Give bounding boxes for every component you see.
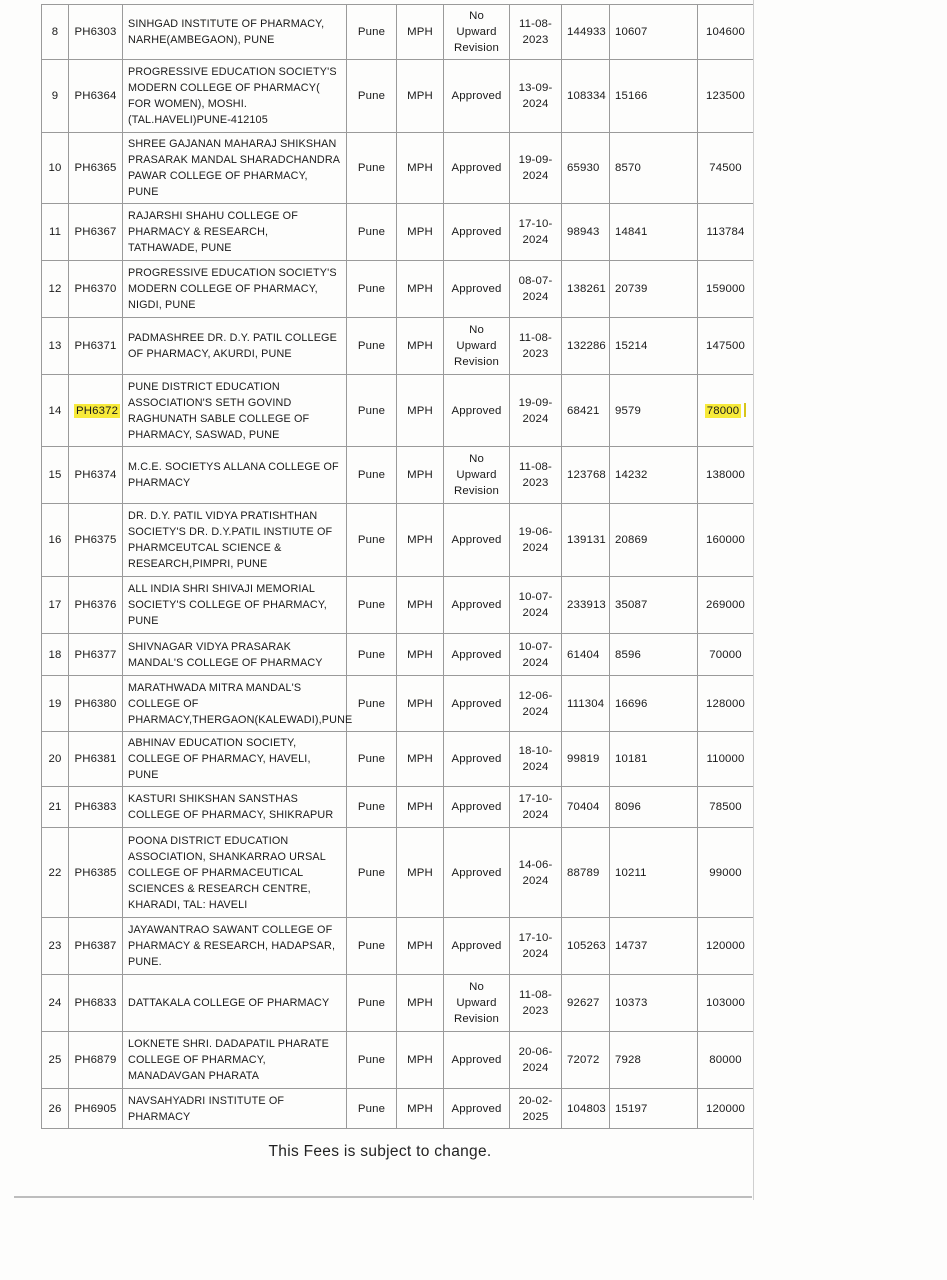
fee-table xyxy=(41,4,754,1129)
cell-fee: 147500 xyxy=(698,318,754,375)
cell-course: MPH xyxy=(397,204,444,261)
table-row xyxy=(42,634,754,676)
cell-amount-1: 70404 xyxy=(562,787,610,828)
cell-date: 20-02-2025 xyxy=(510,1089,562,1129)
cell-city: Pune xyxy=(347,732,397,787)
cell-sr: 22 xyxy=(42,828,69,918)
cell-college-name: NAVSAHYADRI INSTITUTE OF PHARMACY xyxy=(123,1089,347,1129)
cell-status: Approved xyxy=(444,375,510,447)
cell-city: Pune xyxy=(347,318,397,375)
cell-status: Approved xyxy=(444,1032,510,1089)
cell-course: MPH xyxy=(397,828,444,918)
cell-college-name: LOKNETE SHRI. DADAPATIL PHARATE COLLEGE OF PHARMACY, MANADAVGAN PHARATA xyxy=(123,1032,347,1089)
cell-date: 11-08-2023 xyxy=(510,447,562,504)
cell-college-code: PH6376 xyxy=(69,577,123,634)
cell-sr: 11 xyxy=(42,204,69,261)
cell-sr: 19 xyxy=(42,676,69,732)
cell-amount-2: 16696 xyxy=(610,676,698,732)
cell-amount-2: 10607 xyxy=(610,5,698,60)
cell-course: MPH xyxy=(397,918,444,975)
cell-status: Approved xyxy=(444,504,510,577)
cell-college-code: PH6371 xyxy=(69,318,123,375)
cell-date: 20-06-2024 xyxy=(510,1032,562,1089)
cell-status: Approved xyxy=(444,676,510,732)
cell-college-name: DATTAKALA COLLEGE OF PHARMACY xyxy=(123,975,347,1032)
cell-amount-2: 10211 xyxy=(610,828,698,918)
cell-date: 11-08-2023 xyxy=(510,975,562,1032)
cell-amount-2: 9579 xyxy=(610,375,698,447)
cell-status: Approved xyxy=(444,261,510,318)
cell-college-code: PH6367 xyxy=(69,204,123,261)
table-row xyxy=(42,577,754,634)
table-row xyxy=(42,676,754,732)
cell-amount-1: 108334 xyxy=(562,60,610,133)
cell-college-code: PH6905 xyxy=(69,1089,123,1129)
cell-status: Approved xyxy=(444,577,510,634)
table-row xyxy=(42,1032,754,1089)
table-row xyxy=(42,60,754,133)
cell-college-name: PROGRESSIVE EDUCATION SOCIETY'S MODERN COLLEGE OF PHARMACY, NIGDI, PUNE xyxy=(123,261,347,318)
cell-amount-1: 123768 xyxy=(562,447,610,504)
cell-amount-1: 72072 xyxy=(562,1032,610,1089)
cell-city: Pune xyxy=(347,204,397,261)
cell-college-name: M.C.E. SOCIETYS ALLANA COLLEGE OF PHARMACY xyxy=(123,447,347,504)
cell-sr: 23 xyxy=(42,918,69,975)
cell-fee: 120000 xyxy=(698,918,754,975)
cell-course: MPH xyxy=(397,577,444,634)
fees-footnote: This Fees is subject to change. xyxy=(268,1143,492,1160)
cell-sr: 12 xyxy=(42,261,69,318)
cell-amount-2: 20739 xyxy=(610,261,698,318)
cell-city: Pune xyxy=(347,1089,397,1129)
cell-date: 14-06-2024 xyxy=(510,828,562,918)
cell-course: MPH xyxy=(397,1089,444,1129)
cell-fee: 110000 xyxy=(698,732,754,787)
table-row xyxy=(42,204,754,261)
cell-college-code: PH6374 xyxy=(69,447,123,504)
table-row xyxy=(42,1089,754,1129)
cell-status: No Upward Revision xyxy=(444,447,510,504)
table-row xyxy=(42,261,754,318)
cell-fee: 160000 xyxy=(698,504,754,577)
cell-college-code: PH6385 xyxy=(69,828,123,918)
table-row xyxy=(42,318,754,375)
cell-amount-1: 92627 xyxy=(562,975,610,1032)
cell-sr: 20 xyxy=(42,732,69,787)
table-row xyxy=(42,787,754,828)
cell-fee: 123500 xyxy=(698,60,754,133)
cell-fee: 128000 xyxy=(698,676,754,732)
table-row xyxy=(42,918,754,975)
cell-amount-2: 8596 xyxy=(610,634,698,676)
cell-amount-1: 68421 xyxy=(562,375,610,447)
cell-college-code: PH6303 xyxy=(69,5,123,60)
cell-sr: 25 xyxy=(42,1032,69,1089)
cell-amount-2: 8570 xyxy=(610,133,698,204)
cell-sr: 8 xyxy=(42,5,69,60)
cell-date: 08-07-2024 xyxy=(510,261,562,318)
cell-fee: 159000 xyxy=(698,261,754,318)
cell-course: MPH xyxy=(397,318,444,375)
cell-college-name: POONA DISTRICT EDUCATION ASSOCIATION, SHANKARRAO URSAL COLLEGE OF PHARMACEUTICAL SCIENCES & RESEARCH CENTRE, KHARADI, TAL: HAVELI xyxy=(123,828,347,918)
cell-date: 11-08-2023 xyxy=(510,318,562,375)
cell-sr: 10 xyxy=(42,133,69,204)
cell-college-name: SHREE GAJANAN MAHARAJ SHIKSHAN PRASARAK MANDAL SHARADCHANDRA PAWAR COLLEGE OF PHARMACY, PUNE xyxy=(123,133,347,204)
cell-city: Pune xyxy=(347,375,397,447)
cell-status: Approved xyxy=(444,732,510,787)
cell-fee: 104600 xyxy=(698,5,754,60)
cell-date: 19-09-2024 xyxy=(510,375,562,447)
cell-college-code: PH6380 xyxy=(69,676,123,732)
cell-amount-2: 7928 xyxy=(610,1032,698,1089)
cell-status: Approved xyxy=(444,634,510,676)
cell-city: Pune xyxy=(347,261,397,318)
cell-fee: 74500 xyxy=(698,133,754,204)
cell-status: No Upward Revision xyxy=(444,318,510,375)
cell-sr: 15 xyxy=(42,447,69,504)
cell-amount-2: 20869 xyxy=(610,504,698,577)
cell-amount-2: 8096 xyxy=(610,787,698,828)
cell-amount-1: 98943 xyxy=(562,204,610,261)
cell-amount-2: 15214 xyxy=(610,318,698,375)
cell-date: 18-10-2024 xyxy=(510,732,562,787)
cell-fee xyxy=(698,375,754,447)
cell-fee: 269000 xyxy=(698,577,754,634)
cell-college-code: PH6833 xyxy=(69,975,123,1032)
cell-course: MPH xyxy=(397,447,444,504)
cell-amount-1: 233913 xyxy=(562,577,610,634)
cell-sr: 13 xyxy=(42,318,69,375)
cell-amount-2: 10373 xyxy=(610,975,698,1032)
cell-amount-1: 139131 xyxy=(562,504,610,577)
table-row xyxy=(42,828,754,918)
cell-city: Pune xyxy=(347,828,397,918)
cell-date: 19-09-2024 xyxy=(510,133,562,204)
cell-sr: 16 xyxy=(42,504,69,577)
cell-city: Pune xyxy=(347,133,397,204)
cell-amount-2: 14232 xyxy=(610,447,698,504)
cell-college-name: PADMASHREE DR. D.Y. PATIL COLLEGE OF PHARMACY, AKURDI, PUNE xyxy=(123,318,347,375)
fee-table-body xyxy=(42,5,754,1129)
cell-course: MPH xyxy=(397,732,444,787)
cell-college-code: PH6879 xyxy=(69,1032,123,1089)
cell-sr: 9 xyxy=(42,60,69,133)
cell-fee: 70000 xyxy=(698,634,754,676)
cell-college-name: JAYAWANTRAO SAWANT COLLEGE OF PHARMACY & RESEARCH, HADAPSAR, PUNE. xyxy=(123,918,347,975)
cell-date: 11-08-2023 xyxy=(510,5,562,60)
cell-college-code: PH6387 xyxy=(69,918,123,975)
cell-college-code: PH6370 xyxy=(69,261,123,318)
cell-date: 12-06-2024 xyxy=(510,676,562,732)
cell-college-name: SHIVNAGAR VIDYA PRASARAK MANDAL'S COLLEGE OF PHARMACY xyxy=(123,634,347,676)
cell-city: Pune xyxy=(347,1032,397,1089)
cell-course: MPH xyxy=(397,261,444,318)
cell-city: Pune xyxy=(347,577,397,634)
cell-city: Pune xyxy=(347,676,397,732)
cell-college-name: MARATHWADA MITRA MANDAL'S COLLEGE OF PHARMACY,THERGAON(KALEWADI),PUNE xyxy=(123,676,347,732)
table-row xyxy=(42,504,754,577)
cell-sr: 14 xyxy=(42,375,69,447)
table-row xyxy=(42,732,754,787)
cell-course: MPH xyxy=(397,787,444,828)
cell-city: Pune xyxy=(347,634,397,676)
cell-date: 17-10-2024 xyxy=(510,204,562,261)
cell-college-name: DR. D.Y. PATIL VIDYA PRATISHTHAN SOCIETY'S DR. D.Y.PATIL INSTIUTE OF PHARMCEUTCAL SCIENCE & RESEARCH,PIMPRI, PUNE xyxy=(123,504,347,577)
cell-course: MPH xyxy=(397,676,444,732)
cell-fee: 80000 xyxy=(698,1032,754,1089)
cell-course: MPH xyxy=(397,133,444,204)
cell-amount-1: 132286 xyxy=(562,318,610,375)
cell-fee: 120000 xyxy=(698,1089,754,1129)
cell-amount-2: 10181 xyxy=(610,732,698,787)
cell-amount-1: 88789 xyxy=(562,828,610,918)
cell-status: Approved xyxy=(444,1089,510,1129)
cell-amount-2: 15197 xyxy=(610,1089,698,1129)
cell-sr: 21 xyxy=(42,787,69,828)
table-row xyxy=(42,5,754,60)
cell-status: No Upward Revision xyxy=(444,975,510,1032)
cell-college-name: PROGRESSIVE EDUCATION SOCIETY'S MODERN COLLEGE OF PHARMACY( FOR WOMEN), MOSHI.(TAL.HAVELI)PUNE-412105 xyxy=(123,60,347,133)
cell-amount-1: 138261 xyxy=(562,261,610,318)
highlighted-fee: 78000 xyxy=(706,404,740,417)
cell-fee: 103000 xyxy=(698,975,754,1032)
cell-date: 17-10-2024 xyxy=(510,787,562,828)
cell-amount-1: 111304 xyxy=(562,676,610,732)
cell-amount-1: 105263 xyxy=(562,918,610,975)
cell-amount-1: 99819 xyxy=(562,732,610,787)
cell-college-code: PH6383 xyxy=(69,787,123,828)
cell-status: No Upward Revision xyxy=(444,5,510,60)
cell-college-name: KASTURI SHIKSHAN SANSTHAS COLLEGE OF PHARMACY, SHIKRAPUR xyxy=(123,787,347,828)
cell-college-name: SINHGAD INSTITUTE OF PHARMACY, NARHE(AMBEGAON), PUNE xyxy=(123,5,347,60)
cell-college-code: PH6381 xyxy=(69,732,123,787)
cell-sr: 18 xyxy=(42,634,69,676)
cell-date: 10-07-2024 xyxy=(510,577,562,634)
cell-status: Approved xyxy=(444,133,510,204)
cell-status: Approved xyxy=(444,918,510,975)
cell-college-code: PH6365 xyxy=(69,133,123,204)
cell-fee: 113784 xyxy=(698,204,754,261)
cell-city: Pune xyxy=(347,447,397,504)
cell-course: MPH xyxy=(397,504,444,577)
cell-amount-1: 61404 xyxy=(562,634,610,676)
cell-college-name: ALL INDIA SHRI SHIVAJI MEMORIAL SOCIETY'S COLLEGE OF PHARMACY, PUNE xyxy=(123,577,347,634)
cell-course: MPH xyxy=(397,1032,444,1089)
cell-city: Pune xyxy=(347,975,397,1032)
cell-college-name: ABHINAV EDUCATION SOCIETY, COLLEGE OF PHARMACY, HAVELI, PUNE xyxy=(123,732,347,787)
highlighted-code: PH6372 xyxy=(76,404,119,417)
cell-amount-2: 14737 xyxy=(610,918,698,975)
cell-fee: 78500 xyxy=(698,787,754,828)
cell-city: Pune xyxy=(347,5,397,60)
cell-college-code: PH6375 xyxy=(69,504,123,577)
cell-fee: 99000 xyxy=(698,828,754,918)
cell-status: Approved xyxy=(444,204,510,261)
cell-fee: 138000 xyxy=(698,447,754,504)
highlighter-mark xyxy=(744,403,746,417)
cell-college-name: PUNE DISTRICT EDUCATION ASSOCIATION'S SETH GOVIND RAGHUNATH SABLE COLLEGE OF PHARMACY, SASWAD, PUNE xyxy=(123,375,347,447)
cell-course: MPH xyxy=(397,634,444,676)
cell-amount-1: 104803 xyxy=(562,1089,610,1129)
cell-amount-2: 15166 xyxy=(610,60,698,133)
cell-course: MPH xyxy=(397,975,444,1032)
scan-edge-bottom xyxy=(14,1196,752,1198)
cell-status: Approved xyxy=(444,60,510,133)
cell-college-code: PH6364 xyxy=(69,60,123,133)
cell-date: 19-06-2024 xyxy=(510,504,562,577)
scan-edge-right xyxy=(753,0,754,1200)
cell-course: MPH xyxy=(397,5,444,60)
cell-city: Pune xyxy=(347,787,397,828)
cell-course: MPH xyxy=(397,375,444,447)
cell-date: 10-07-2024 xyxy=(510,634,562,676)
cell-city: Pune xyxy=(347,918,397,975)
cell-city: Pune xyxy=(347,504,397,577)
cell-sr: 24 xyxy=(42,975,69,1032)
cell-amount-1: 65930 xyxy=(562,133,610,204)
cell-date: 13-09-2024 xyxy=(510,60,562,133)
table-row xyxy=(42,447,754,504)
table-row-highlighted xyxy=(42,375,754,447)
cell-status: Approved xyxy=(444,828,510,918)
cell-status: Approved xyxy=(444,787,510,828)
cell-date: 17-10-2024 xyxy=(510,918,562,975)
cell-city: Pune xyxy=(347,60,397,133)
cell-college-code xyxy=(69,375,123,447)
cell-college-code: PH6377 xyxy=(69,634,123,676)
table-row xyxy=(42,133,754,204)
cell-amount-1: 144933 xyxy=(562,5,610,60)
cell-amount-2: 14841 xyxy=(610,204,698,261)
cell-college-name: RAJARSHI SHAHU COLLEGE OF PHARMACY & RESEARCH, TATHAWADE, PUNE xyxy=(123,204,347,261)
table-row xyxy=(42,975,754,1032)
cell-sr: 26 xyxy=(42,1089,69,1129)
cell-sr: 17 xyxy=(42,577,69,634)
cell-amount-2: 35087 xyxy=(610,577,698,634)
cell-course: MPH xyxy=(397,60,444,133)
